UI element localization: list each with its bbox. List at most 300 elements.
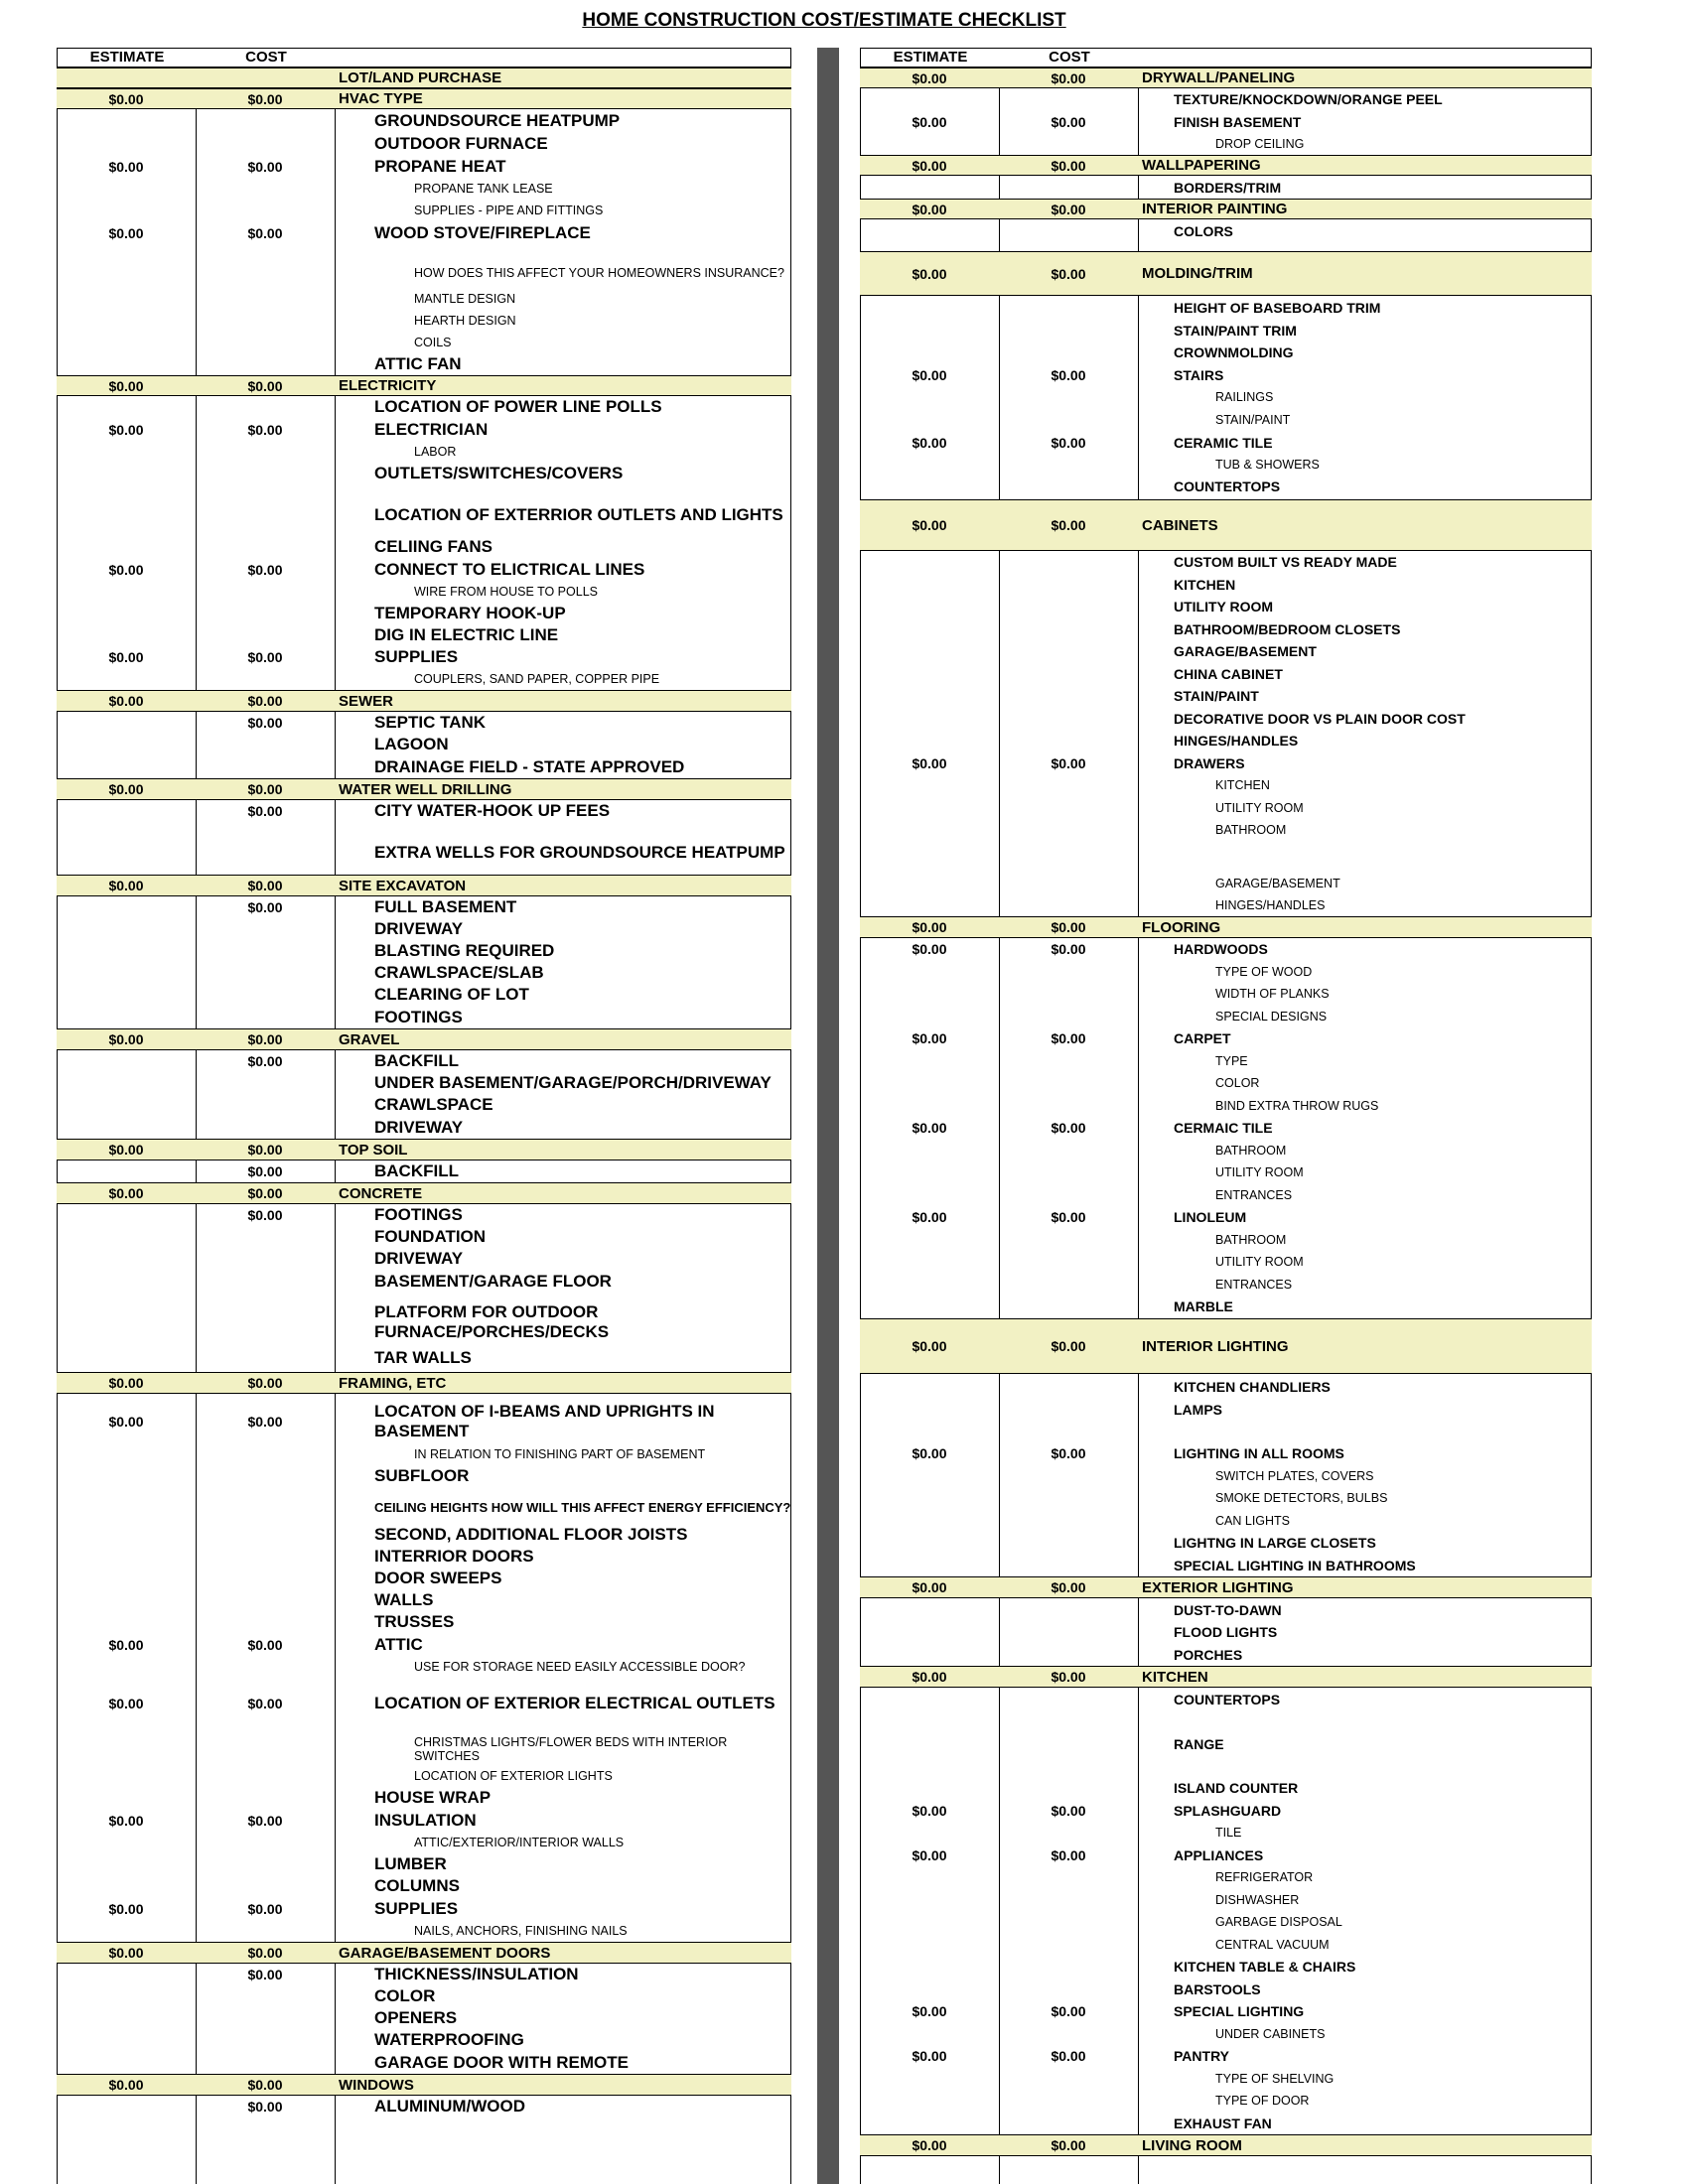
estimate-cell[interactable] [860,2090,999,2112]
cost-cell[interactable] [999,176,1138,199]
estimate-cell[interactable]: $0.00 [108,2077,144,2093]
cost-cell[interactable]: $0.00 [247,1053,283,1069]
estimate-cell[interactable] [860,617,999,640]
estimate-cell[interactable] [860,1866,999,1888]
estimate-cell[interactable] [860,1398,999,1421]
estimate-cell[interactable] [57,1875,196,1897]
cost-cell[interactable] [999,617,1138,640]
cost-cell[interactable]: $0.00 [1051,919,1086,935]
estimate-cell[interactable] [860,640,999,662]
estimate-cell[interactable]: $0.00 [912,1209,947,1225]
cost-cell[interactable] [999,219,1138,242]
cost-cell[interactable] [196,624,335,646]
estimate-cell[interactable]: $0.00 [912,201,947,217]
cost-cell[interactable] [196,1787,335,1809]
estimate-cell[interactable] [860,774,999,796]
estimate-cell[interactable] [57,1344,196,1372]
cost-cell[interactable] [999,1509,1138,1532]
cost-cell[interactable] [196,1656,335,1678]
estimate-cell[interactable] [860,1532,999,1554]
estimate-cell[interactable] [57,441,196,463]
cost-cell[interactable] [999,2022,1138,2045]
cost-cell[interactable]: $0.00 [1051,157,1086,174]
estimate-cell[interactable] [860,1005,999,1027]
estimate-cell[interactable] [860,176,999,199]
estimate-cell[interactable] [860,573,999,596]
estimate-cell[interactable] [860,319,999,341]
estimate-cell[interactable]: $0.00 [912,754,947,771]
cost-cell[interactable] [196,1765,335,1787]
estimate-cell[interactable] [860,1228,999,1251]
estimate-cell[interactable] [57,1443,196,1465]
cost-cell[interactable]: $0.00 [1051,1445,1086,1461]
cost-cell[interactable] [196,1832,335,1853]
estimate-cell[interactable] [57,603,196,624]
estimate-cell[interactable] [860,983,999,1005]
estimate-cell[interactable]: $0.00 [108,1812,144,1829]
estimate-cell[interactable] [57,178,196,200]
estimate-cell[interactable] [57,1492,196,1524]
estimate-cell[interactable]: $0.00 [108,90,144,107]
cost-cell[interactable]: $0.00 [247,561,283,578]
estimate-cell[interactable] [860,1509,999,1532]
cost-cell[interactable] [196,1344,335,1372]
cost-cell[interactable]: $0.00 [1051,1120,1086,1136]
estimate-cell[interactable] [57,2051,196,2074]
estimate-cell[interactable]: $0.00 [912,69,947,86]
estimate-cell[interactable] [860,1732,999,1755]
estimate-cell[interactable] [57,1832,196,1853]
estimate-cell[interactable] [860,88,999,110]
estimate-cell[interactable]: $0.00 [912,1338,947,1354]
estimate-cell[interactable]: $0.00 [108,693,144,709]
estimate-cell[interactable] [57,494,196,536]
estimate-cell[interactable] [57,1964,196,1985]
estimate-cell[interactable] [860,1978,999,2000]
cost-cell[interactable] [196,2029,335,2051]
estimate-cell[interactable] [57,288,196,310]
cost-cell[interactable] [999,1532,1138,1554]
cost-cell[interactable] [196,1524,335,1546]
cost-cell[interactable] [999,730,1138,751]
estimate-cell[interactable] [57,1116,196,1139]
estimate-cell[interactable] [57,1524,196,1546]
cost-cell[interactable] [999,1228,1138,1251]
estimate-cell[interactable] [57,2029,196,2051]
estimate-cell[interactable] [860,1183,999,1206]
cost-cell[interactable] [999,640,1138,662]
cost-cell[interactable] [196,1733,335,1765]
cost-cell[interactable] [999,1777,1138,1799]
cost-cell[interactable]: $0.00 [247,1636,283,1653]
estimate-cell[interactable] [860,662,999,685]
estimate-cell[interactable]: $0.00 [912,2048,947,2064]
cost-cell[interactable] [999,2067,1138,2090]
cost-cell[interactable]: $0.00 [1051,517,1086,533]
estimate-cell[interactable] [57,830,196,875]
cost-cell[interactable] [196,1589,335,1611]
cost-cell[interactable] [999,1487,1138,1509]
estimate-cell[interactable] [860,386,999,408]
cost-cell[interactable] [196,1116,335,1139]
cost-cell[interactable] [999,386,1138,408]
cost-cell[interactable]: $0.00 [1051,1209,1086,1225]
estimate-cell[interactable]: $0.00 [912,2137,947,2153]
estimate-cell[interactable] [57,2007,196,2029]
estimate-cell[interactable] [860,1956,999,1978]
cost-cell[interactable] [999,1183,1138,1206]
estimate-cell[interactable] [57,109,196,132]
cost-cell[interactable] [196,962,335,984]
estimate-cell[interactable] [57,1920,196,1942]
cost-cell[interactable]: $0.00 [1051,201,1086,217]
estimate-cell[interactable]: $0.00 [108,781,144,797]
cost-cell[interactable] [999,1822,1138,1843]
estimate-cell[interactable] [57,1853,196,1875]
estimate-cell[interactable] [860,730,999,751]
estimate-cell[interactable] [57,896,196,918]
cost-cell[interactable] [999,1933,1138,1956]
cost-cell[interactable] [196,132,335,155]
estimate-cell[interactable] [860,872,999,894]
estimate-cell[interactable] [860,1822,999,1843]
estimate-cell[interactable] [57,353,196,375]
cost-cell[interactable]: $0.00 [1051,69,1086,86]
estimate-cell[interactable]: $0.00 [108,649,144,665]
cost-cell[interactable] [999,1598,1138,1621]
cost-cell[interactable]: $0.00 [247,693,283,709]
estimate-cell[interactable] [860,1464,999,1487]
cost-cell[interactable] [196,1072,335,1094]
cost-cell[interactable]: $0.00 [1051,1846,1086,1863]
estimate-cell[interactable] [57,1787,196,1809]
cost-cell[interactable] [196,2051,335,2074]
cost-cell[interactable]: $0.00 [247,421,283,438]
cost-cell[interactable]: $0.00 [247,1375,283,1391]
cost-cell[interactable] [999,1688,1138,1710]
estimate-cell[interactable]: $0.00 [108,1031,144,1047]
estimate-cell[interactable] [860,1049,999,1072]
estimate-cell[interactable]: $0.00 [912,113,947,130]
cost-cell[interactable] [999,1621,1138,1643]
estimate-cell[interactable] [860,1888,999,1911]
estimate-cell[interactable] [860,1094,999,1117]
estimate-cell[interactable]: $0.00 [108,1900,144,1917]
estimate-cell[interactable]: $0.00 [108,421,144,438]
estimate-cell[interactable] [860,960,999,983]
cost-cell[interactable] [196,1875,335,1897]
cost-cell[interactable] [999,1398,1138,1421]
estimate-cell[interactable] [57,1733,196,1765]
cost-cell[interactable]: $0.00 [247,781,283,797]
cost-cell[interactable] [999,341,1138,363]
estimate-cell[interactable]: $0.00 [912,434,947,451]
cost-cell[interactable] [999,707,1138,730]
estimate-cell[interactable]: $0.00 [108,1185,144,1201]
cost-cell[interactable] [196,668,335,690]
estimate-cell[interactable] [860,296,999,319]
estimate-cell[interactable]: $0.00 [912,941,947,957]
cost-cell[interactable] [999,476,1138,497]
estimate-cell[interactable] [57,310,196,332]
cost-cell[interactable] [196,1546,335,1568]
cost-cell[interactable]: $0.00 [247,1945,283,1961]
estimate-cell[interactable] [57,712,196,734]
cost-cell[interactable] [999,894,1138,916]
estimate-cell[interactable] [57,536,196,558]
cost-cell[interactable]: $0.00 [247,878,283,893]
estimate-cell[interactable] [860,1911,999,1933]
cost-cell[interactable] [999,596,1138,617]
cost-cell[interactable] [196,200,335,221]
cost-cell[interactable] [196,1465,335,1487]
cost-cell[interactable] [196,1920,335,1942]
estimate-cell[interactable] [860,408,999,431]
estimate-cell[interactable]: $0.00 [108,158,144,175]
estimate-cell[interactable] [860,1777,999,1799]
estimate-cell[interactable] [860,1598,999,1621]
cost-cell[interactable]: $0.00 [1051,2003,1086,2019]
cost-cell[interactable] [999,1554,1138,1576]
cost-cell[interactable] [196,1853,335,1875]
cost-cell[interactable] [999,454,1138,476]
estimate-cell[interactable] [57,200,196,221]
cost-cell[interactable] [196,755,335,778]
estimate-cell[interactable] [860,1933,999,1956]
cost-cell[interactable] [196,734,335,755]
cost-cell[interactable] [999,551,1138,573]
cost-cell[interactable] [196,1226,335,1248]
estimate-cell[interactable] [57,132,196,155]
estimate-cell[interactable] [57,1050,196,1072]
estimate-cell[interactable] [860,1554,999,1576]
cost-cell[interactable]: $0.00 [247,1031,283,1047]
estimate-cell[interactable]: $0.00 [108,561,144,578]
estimate-cell[interactable] [860,596,999,617]
cost-cell[interactable]: $0.00 [247,899,283,915]
cost-cell[interactable]: $0.00 [1051,1802,1086,1819]
estimate-cell[interactable] [860,1621,999,1643]
cost-cell[interactable] [196,353,335,375]
cost-cell[interactable] [999,1161,1138,1183]
cost-cell[interactable] [999,1049,1138,1072]
estimate-cell[interactable] [57,1270,196,1293]
cost-cell[interactable]: $0.00 [247,1900,283,1917]
estimate-cell[interactable] [860,1072,999,1094]
cost-cell[interactable] [999,796,1138,819]
estimate-cell[interactable]: $0.00 [912,1445,947,1461]
cost-cell[interactable] [196,258,335,288]
cost-cell[interactable]: $0.00 [247,2099,283,2115]
cost-cell[interactable] [999,319,1138,341]
cost-cell[interactable] [196,494,335,536]
estimate-cell[interactable] [57,984,196,1006]
estimate-cell[interactable] [57,1465,196,1487]
estimate-cell[interactable] [860,551,999,573]
cost-cell[interactable]: $0.00 [247,715,283,731]
estimate-cell[interactable] [860,707,999,730]
cost-cell[interactable] [999,1296,1138,1317]
estimate-cell[interactable] [860,796,999,819]
cost-cell[interactable] [999,1888,1138,1911]
estimate-cell[interactable]: $0.00 [912,1030,947,1046]
estimate-cell[interactable] [860,133,999,155]
cost-cell[interactable] [999,1978,1138,2000]
estimate-cell[interactable] [57,800,196,822]
estimate-cell[interactable] [57,1248,196,1270]
estimate-cell[interactable] [860,894,999,916]
cost-cell[interactable]: $0.00 [247,803,283,819]
cost-cell[interactable] [999,819,1138,841]
estimate-cell[interactable] [57,1765,196,1787]
estimate-cell[interactable] [57,734,196,755]
estimate-cell[interactable] [57,624,196,646]
cost-cell[interactable] [999,88,1138,110]
cost-cell[interactable] [999,1376,1138,1398]
cost-cell[interactable] [196,536,335,558]
cost-cell[interactable] [999,1956,1138,1978]
estimate-cell[interactable] [57,581,196,603]
estimate-cell[interactable]: $0.00 [108,224,144,241]
cost-cell[interactable]: $0.00 [1051,754,1086,771]
cost-cell[interactable] [999,1464,1138,1487]
cost-cell[interactable]: $0.00 [1051,434,1086,451]
estimate-cell[interactable] [860,341,999,363]
cost-cell[interactable] [999,1251,1138,1273]
cost-cell[interactable] [196,1443,335,1465]
cost-cell[interactable] [196,918,335,940]
estimate-cell[interactable]: $0.00 [912,919,947,935]
cost-cell[interactable] [999,2090,1138,2112]
cost-cell[interactable] [196,603,335,624]
estimate-cell[interactable]: $0.00 [108,1695,144,1711]
cost-cell[interactable] [999,408,1138,431]
cost-cell[interactable] [196,1094,335,1116]
estimate-cell[interactable] [57,1546,196,1568]
cost-cell[interactable]: $0.00 [1051,113,1086,130]
estimate-cell[interactable] [57,2096,196,2117]
estimate-cell[interactable] [57,332,196,353]
cost-cell[interactable]: $0.00 [1051,265,1086,282]
estimate-cell[interactable] [57,1611,196,1633]
cost-cell[interactable] [196,984,335,1006]
estimate-cell[interactable]: $0.00 [108,1945,144,1961]
cost-cell[interactable]: $0.00 [247,1142,283,1158]
estimate-cell[interactable]: $0.00 [108,878,144,893]
cost-cell[interactable] [999,573,1138,596]
cost-cell[interactable]: $0.00 [1051,366,1086,383]
estimate-cell[interactable] [860,819,999,841]
cost-cell[interactable] [999,983,1138,1005]
cost-cell[interactable]: $0.00 [247,377,283,394]
estimate-cell[interactable] [57,1072,196,1094]
cost-cell[interactable]: $0.00 [247,649,283,665]
cost-cell[interactable] [999,1094,1138,1117]
cost-cell[interactable] [196,830,335,875]
estimate-cell[interactable] [57,1226,196,1248]
estimate-cell[interactable]: $0.00 [912,1802,947,1819]
estimate-cell[interactable]: $0.00 [912,265,947,282]
estimate-cell[interactable] [57,1568,196,1589]
estimate-cell[interactable] [860,219,999,242]
cost-cell[interactable]: $0.00 [1051,2137,1086,2153]
estimate-cell[interactable]: $0.00 [108,1636,144,1653]
cost-cell[interactable]: $0.00 [1051,1338,1086,1354]
cost-cell[interactable] [196,1006,335,1028]
cost-cell[interactable] [196,1985,335,2007]
cost-cell[interactable] [999,1072,1138,1094]
cost-cell[interactable] [999,1911,1138,1933]
cost-cell[interactable]: $0.00 [247,2077,283,2093]
estimate-cell[interactable]: $0.00 [912,517,947,533]
estimate-cell[interactable] [860,1161,999,1183]
estimate-cell[interactable] [57,962,196,984]
cost-cell[interactable] [999,1643,1138,1666]
cost-cell[interactable]: $0.00 [247,1967,283,1982]
estimate-cell[interactable] [860,685,999,707]
estimate-cell[interactable] [57,1006,196,1028]
cost-cell[interactable] [196,1299,335,1344]
estimate-cell[interactable] [57,68,196,87]
estimate-cell[interactable] [860,2022,999,2045]
cost-cell[interactable] [999,1866,1138,1888]
cost-cell[interactable] [999,2112,1138,2134]
cost-cell[interactable] [196,1611,335,1633]
cost-cell[interactable]: $0.00 [247,1185,283,1201]
cost-cell[interactable] [196,441,335,463]
cost-cell[interactable]: $0.00 [247,90,283,107]
estimate-cell[interactable] [57,755,196,778]
estimate-cell[interactable] [57,258,196,288]
cost-cell[interactable]: $0.00 [1051,1669,1086,1685]
cost-cell[interactable]: $0.00 [247,1207,283,1223]
estimate-cell[interactable] [57,1094,196,1116]
estimate-cell[interactable] [860,2112,999,2134]
cost-cell[interactable] [999,685,1138,707]
cost-cell[interactable] [999,1005,1138,1027]
estimate-cell[interactable]: $0.00 [912,1846,947,1863]
estimate-cell[interactable] [860,1296,999,1317]
estimate-cell[interactable]: $0.00 [912,2003,947,2019]
estimate-cell[interactable] [57,1204,196,1226]
cost-cell[interactable] [999,296,1138,319]
estimate-cell[interactable]: $0.00 [108,1413,144,1430]
cost-cell[interactable] [196,310,335,332]
cost-cell[interactable]: $0.00 [1051,1579,1086,1595]
estimate-cell[interactable]: $0.00 [912,1579,947,1595]
estimate-cell[interactable] [57,1589,196,1611]
estimate-cell[interactable] [860,1376,999,1398]
cost-cell[interactable]: $0.00 [247,158,283,175]
cost-cell[interactable] [999,1139,1138,1161]
estimate-cell[interactable]: $0.00 [912,366,947,383]
cost-cell[interactable] [999,133,1138,155]
estimate-cell[interactable] [57,918,196,940]
estimate-cell[interactable] [860,1139,999,1161]
cost-cell[interactable] [196,1270,335,1293]
cost-cell[interactable]: $0.00 [1051,2048,1086,2064]
estimate-cell[interactable] [57,396,196,418]
cost-cell[interactable] [196,463,335,484]
cost-cell[interactable] [196,288,335,310]
cost-cell[interactable] [196,2007,335,2029]
cost-cell[interactable] [196,940,335,962]
estimate-cell[interactable] [57,1656,196,1678]
estimate-cell[interactable] [57,940,196,962]
cost-cell[interactable]: $0.00 [247,224,283,241]
estimate-cell[interactable]: $0.00 [912,1120,947,1136]
estimate-cell[interactable] [57,463,196,484]
